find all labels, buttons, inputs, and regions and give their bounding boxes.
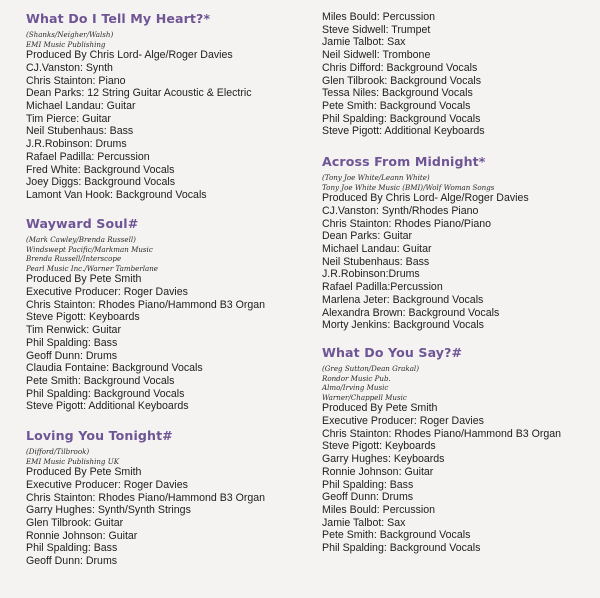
credit-line: Pete Smith: Background Vocals	[26, 375, 175, 387]
credit-line: J.R.Robinson:Drums	[322, 268, 420, 281]
song-title: Across From Midnight*	[322, 154, 486, 169]
credit-line: Chris Stainton: Rhodes Piano/Hammond B3 Organ	[26, 298, 266, 311]
song-title: What Do You Say?#	[322, 345, 463, 360]
credit-line: Claudia Fontaine: Background Vocals	[26, 362, 203, 375]
song-title: Wayward Soul#	[26, 216, 139, 231]
credit-line: Steve Pigott: Keyboards	[322, 440, 436, 453]
credit-line: Tim Pierce: Guitar	[26, 112, 111, 125]
song-what-do-you-say	[322, 345, 561, 555]
credit-line: Alexandra Brown: Background Vocals	[322, 306, 500, 319]
songwriter-credit: (Difford/Tilbrook)	[26, 447, 90, 456]
credit-line: Dean Parks: 12 String Guitar Acoustic & Electric	[26, 87, 252, 100]
credit-line: Dean Parks: Guitar	[322, 230, 413, 243]
songwriter-credit: (Shanks/Neigher/Walsh)	[26, 30, 114, 39]
credit-line: Jamie Talbot: Sax	[322, 36, 406, 49]
song-title: Loving You Tonight#	[26, 428, 173, 443]
credit-line: Geoff Dunn: Drums	[26, 349, 118, 362]
credit-line: Produced By Chris Lord- Alge/Roger Davies	[26, 49, 233, 62]
credit-line: Ronnie Johnson: Guitar	[26, 529, 138, 542]
credit-line: Produced By Chris Lord- Alge/Roger Davies	[322, 192, 529, 205]
credit-line: Miles Bould: Percussion	[322, 11, 436, 23]
songwriter-credit: (Greg Sutton/Dean Grakal)	[322, 364, 419, 373]
credit-line: Michael Landau: Guitar	[322, 243, 432, 255]
credit-line: Steve Pigott: Additional Keyboards	[322, 125, 485, 138]
credit-line: Geoff Dunn: Drums	[26, 555, 118, 568]
credit-line: Produced By Pete Smith	[26, 273, 142, 286]
credit-line: Neil Sidwell: Trombone	[322, 49, 431, 62]
credit-line: Chris Stainton: Rhodes Piano/Hammond B3 Organ	[322, 427, 562, 440]
publisher-credit: Rondor Music Pub.	[322, 373, 391, 383]
credit-line: J.R.Robinson: Drums	[26, 138, 127, 151]
credit-line: Produced By Pete Smith	[322, 402, 438, 415]
publisher-credit: EMI Music Publishing	[26, 39, 106, 49]
credit-line: Rafael Padilla: Percussion	[26, 150, 150, 163]
song-loving-you-tonight	[26, 428, 265, 568]
credit-line: Phil Spalding: Bass	[26, 336, 118, 349]
credit-line: Michael Landau: Guitar	[26, 100, 136, 112]
publisher-credit: Windswept Pacific/Markman Music	[26, 244, 153, 254]
song-loving-you-tonight-continued	[322, 11, 485, 138]
credit-line: Neil Stubenhaus: Bass	[26, 125, 134, 138]
credit-line: Jamie Talbot: Sax	[322, 516, 406, 529]
publisher-credit: Almo/Irving Music	[322, 383, 389, 393]
credit-line: Joey Diggs: Background Vocals	[26, 176, 175, 189]
credit-line: Chris Stainton: Rhodes Piano/Hammond B3 Organ	[26, 491, 266, 504]
song-what-do-i-tell-my-heart	[26, 11, 252, 202]
credit-line: CJ.Vanston: Synth/Rhodes Piano	[322, 204, 479, 217]
publisher-credit: Pearl Music Inc./Warner Tamberlane	[26, 263, 158, 273]
credit-line: Miles Bould: Percussion	[322, 504, 436, 516]
credit-line: Phil Spalding: Background Vocals	[322, 542, 481, 555]
credit-line: Chris Difford: Background Vocals	[322, 61, 478, 74]
credit-line: Garry Hughes: Synth/Synth Strings	[26, 504, 191, 517]
credit-line: Glen Tilbrook: Guitar	[26, 517, 124, 529]
credit-line: Chris Stainton: Piano	[26, 74, 126, 87]
credit-line: Tessa Niles: Background Vocals	[322, 87, 473, 100]
song-across-from-midnight	[322, 154, 529, 332]
credit-line: Lamont Van Hook: Background Vocals	[26, 188, 207, 201]
credit-line: Steve Pigott: Additional Keyboards	[26, 400, 189, 413]
credit-line: Produced By Pete Smith	[26, 466, 142, 479]
publisher-credit: Warner/Chappell Music	[322, 392, 407, 402]
credit-line: Chris Stainton: Rhodes Piano/Piano	[322, 217, 492, 230]
credit-line: Fred White: Background Vocals	[26, 163, 175, 176]
credit-line: Garry Hughes: Keyboards	[322, 453, 445, 466]
song-wayward-soul	[26, 216, 265, 413]
credit-line: Executive Producer: Roger Davies	[322, 415, 484, 428]
credit-line: Ronnie Johnson: Guitar	[322, 465, 434, 478]
credit-line: Neil Stubenhaus: Bass	[322, 255, 430, 268]
publisher-credit: Tony Joe White Music (BMI)/Wolf Woman Songs	[322, 182, 495, 192]
credit-line: Morty Jenkins: Background Vocals	[322, 319, 484, 332]
credit-line: Phil Spalding: Bass	[26, 542, 118, 555]
credit-line: Executive Producer: Roger Davies	[26, 286, 188, 299]
credit-line: Steve Sidwell: Trumpet	[322, 23, 431, 36]
credit-line: Pete Smith: Background Vocals	[322, 99, 471, 112]
publisher-credit: EMI Music Publishing UK	[26, 456, 120, 466]
credit-line: Geoff Dunn: Drums	[322, 491, 414, 504]
credit-line: Glen Tilbrook: Background Vocals	[322, 74, 481, 87]
credit-line: Phil Spalding: Background Vocals	[26, 387, 185, 400]
credit-line: Pete Smith: Background Vocals	[322, 529, 471, 542]
credit-line: CJ.Vanston: Synth	[26, 61, 113, 74]
credit-line: Tim Renwick: Guitar	[26, 324, 121, 337]
songwriter-credit: (Mark Cawley/Brenda Russell)	[26, 235, 136, 244]
song-title: What Do I Tell My Heart?*	[26, 11, 211, 26]
publisher-credit: Brenda Russell/Interscope	[26, 254, 122, 264]
credit-line: Steve Pigott: Keyboards	[26, 311, 140, 324]
credit-line: Rafael Padilla:Percussion	[322, 281, 443, 294]
credit-line: Marlena Jeter: Background Vocals	[322, 293, 484, 306]
credit-line: Phil Spalding: Background Vocals	[322, 112, 481, 125]
songwriter-credit: (Tony Joe White/Leann White)	[322, 173, 430, 182]
credit-line: Executive Producer: Roger Davies	[26, 478, 188, 491]
credit-line: Phil Spalding: Bass	[322, 478, 414, 491]
